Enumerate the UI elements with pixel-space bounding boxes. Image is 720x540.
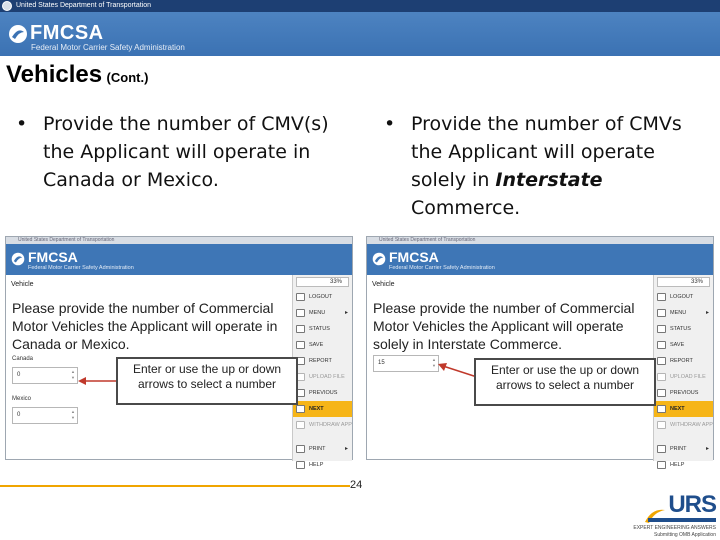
urs-logo (633, 491, 718, 538)
menu-label: NEXT (309, 406, 324, 412)
bullet-line: Commerce. (411, 197, 521, 219)
print-icon (657, 445, 666, 453)
menu-report[interactable] (293, 353, 352, 369)
urs-bar (648, 518, 716, 522)
bullet-line: the Applicant will operate in (43, 141, 311, 163)
menu-label: UPLOAD FILE (670, 374, 706, 380)
question-text: Please provide the number of Commercial Motor Vehicles the Applicant will operate solely in Interstate Commerce. (373, 300, 635, 352)
menu-menu[interactable] (293, 305, 352, 321)
menu-print[interactable] (293, 441, 352, 457)
menu-help[interactable] (293, 457, 352, 473)
menu-menu[interactable] (654, 305, 713, 321)
menu-status[interactable] (293, 321, 352, 337)
mexico-label: Mexico (12, 396, 32, 402)
menu-status[interactable] (654, 321, 713, 337)
menu-label: NEXT (670, 406, 685, 412)
app-brand: FMCSA (389, 249, 439, 265)
progress-indicator: 33% (296, 277, 349, 287)
bullet-line-start: solely in (411, 169, 496, 191)
app-subtitle: Federal Motor Carrier Safety Administration (389, 265, 495, 271)
bullet-line (411, 166, 682, 194)
menu-withdraw-app[interactable] (293, 417, 352, 433)
spinner-arrows-icon[interactable]: ▲ ▼ (71, 369, 75, 380)
dot-seal-icon (2, 1, 12, 11)
menu-label: UPLOAD FILE (309, 374, 345, 380)
section-heading: Vehicle (11, 281, 34, 288)
help-icon (657, 461, 666, 469)
callout-line: arrows to select a number (137, 377, 277, 391)
footer-rule (0, 485, 350, 487)
slide-title-main: Vehicles (6, 61, 103, 88)
canada-value: 0 (17, 372, 21, 378)
fmcsa-logo-icon (11, 252, 25, 266)
spinner-arrows-icon[interactable]: ▲ ▼ (71, 409, 75, 420)
menu-print[interactable] (654, 441, 713, 457)
help-icon (296, 461, 305, 469)
dot-banner-text: United States Department of Transportation (16, 2, 152, 9)
menu-label: STATUS (309, 326, 330, 332)
fmcsa-logo-icon (372, 252, 386, 266)
slide-title (6, 60, 148, 93)
menu-save[interactable] (293, 337, 352, 353)
menu-label: WITHDRAW APP (309, 422, 352, 428)
progress-indicator: 33% (657, 277, 710, 287)
menu-logout[interactable] (654, 289, 713, 305)
bullet-interstate (384, 110, 714, 225)
callout-line: Enter or use the up or down (132, 362, 282, 376)
menu-help[interactable] (654, 457, 713, 473)
app-dot-text: United States Department of Transportation (18, 237, 115, 243)
bullet-emphasis: Interstate (495, 169, 603, 191)
chevron-right-icon: ▸ (705, 310, 709, 316)
menu-label: MENU (670, 310, 687, 316)
bullet-canada-mexico (16, 110, 346, 200)
menu-logout[interactable] (293, 289, 352, 305)
page-number: 24 (350, 479, 363, 491)
interstate-cmv-stepper[interactable] (373, 355, 439, 372)
menu-label: REPORT (309, 358, 332, 364)
menu-label: WITHDRAW APP (670, 422, 713, 428)
chevron-right-icon: ▸ (705, 446, 709, 452)
interstate-cmv-value: 15 (378, 360, 385, 366)
status-icon (296, 325, 305, 333)
screenshot-canada-mexico (5, 236, 353, 468)
app-header (6, 244, 352, 275)
chevron-right-icon: ▸ (344, 310, 348, 316)
withdraw-icon (296, 421, 305, 429)
print-icon (296, 445, 305, 453)
menu-label: REPORT (670, 358, 693, 364)
status-icon (657, 325, 666, 333)
question-text: Please provide the number of Commercial Motor Vehicles the Applicant will operate in Canada or Mexico. (12, 300, 278, 352)
upload-icon (657, 373, 666, 381)
fmcsa-brand: FMCSA (30, 22, 104, 44)
fmcsa-subtitle: Federal Motor Carrier Safety Administration (31, 43, 185, 52)
instruction-callout (116, 357, 298, 405)
menu-upload-file[interactable] (293, 369, 352, 385)
callout-line: arrows to select a number (495, 378, 635, 392)
callout-arrow-icon (78, 372, 118, 386)
app-brand: FMCSA (28, 249, 78, 265)
bullet-marker: • (384, 113, 396, 135)
fmcsa-header (0, 12, 720, 56)
menu-label: LOGOUT (309, 294, 333, 300)
menu-previous[interactable] (293, 385, 352, 401)
menu-upload-file[interactable] (654, 369, 713, 385)
side-menu (653, 275, 713, 468)
menu-label: PRINT (309, 446, 326, 452)
menu-label: PRINT (670, 446, 687, 452)
menu-withdraw-app[interactable] (654, 417, 713, 433)
menu-previous[interactable] (654, 385, 713, 401)
previous-icon (657, 389, 666, 397)
spinner-arrows-icon[interactable]: ▲ ▼ (432, 357, 436, 368)
bullet-line: Provide the number of CMVs (411, 113, 682, 135)
urs-wordmark: URS (668, 491, 716, 518)
section-heading: Vehicle (372, 281, 395, 288)
chevron-right-icon: ▸ (344, 446, 348, 452)
app-dot-text: United States Department of Transportation (379, 237, 476, 243)
next-icon (296, 405, 305, 413)
menu-label: PREVIOUS (670, 390, 699, 396)
report-icon (657, 357, 666, 365)
bullet-line: Provide the number of CMV(s) (43, 113, 329, 135)
app-header (367, 244, 713, 275)
save-icon (296, 341, 305, 349)
side-menu (292, 275, 352, 468)
menu-label: LOGOUT (670, 294, 694, 300)
slide-title-suffix: (Cont.) (106, 70, 149, 85)
logout-icon (657, 293, 666, 301)
instruction-callout (474, 358, 656, 406)
canada-stepper[interactable] (12, 367, 78, 384)
menu-save[interactable] (654, 337, 713, 353)
menu-label: SAVE (670, 342, 685, 348)
menu-report[interactable] (654, 353, 713, 369)
app-dot-banner (6, 237, 352, 244)
bullet-line: the Applicant will operate (411, 141, 655, 163)
menu-label: STATUS (670, 326, 691, 332)
menu-icon (296, 309, 305, 317)
fmcsa-logo-icon (8, 24, 28, 44)
menu-label: HELP (309, 462, 324, 468)
mexico-value: 0 (17, 412, 21, 418)
logout-icon (296, 293, 305, 301)
urs-tagline: EXPERT ENGINEERING ANSWERS (633, 525, 716, 531)
menu-label: MENU (309, 310, 326, 316)
bullet-line: Canada or Mexico. (43, 169, 219, 191)
withdraw-icon (657, 421, 666, 429)
bullet-marker: • (16, 113, 28, 135)
save-icon (657, 341, 666, 349)
app-dot-banner (367, 237, 713, 244)
urs-caption: Submitting OMB Application (654, 532, 716, 538)
menu-next[interactable] (654, 401, 713, 417)
menu-label: SAVE (309, 342, 324, 348)
callout-line: Enter or use the up or down (490, 363, 640, 377)
app-subtitle: Federal Motor Carrier Safety Administration (28, 265, 134, 271)
screenshot-interstate (366, 236, 714, 468)
canada-label: Canada (12, 356, 34, 362)
bullet-text (411, 110, 682, 222)
bullet-text (43, 110, 329, 194)
menu-label: PREVIOUS (309, 390, 338, 396)
mexico-stepper[interactable] (12, 407, 78, 424)
dot-banner (0, 0, 720, 12)
menu-label: HELP (670, 462, 685, 468)
menu-icon (657, 309, 666, 317)
menu-next[interactable] (293, 401, 352, 417)
next-icon (657, 405, 666, 413)
